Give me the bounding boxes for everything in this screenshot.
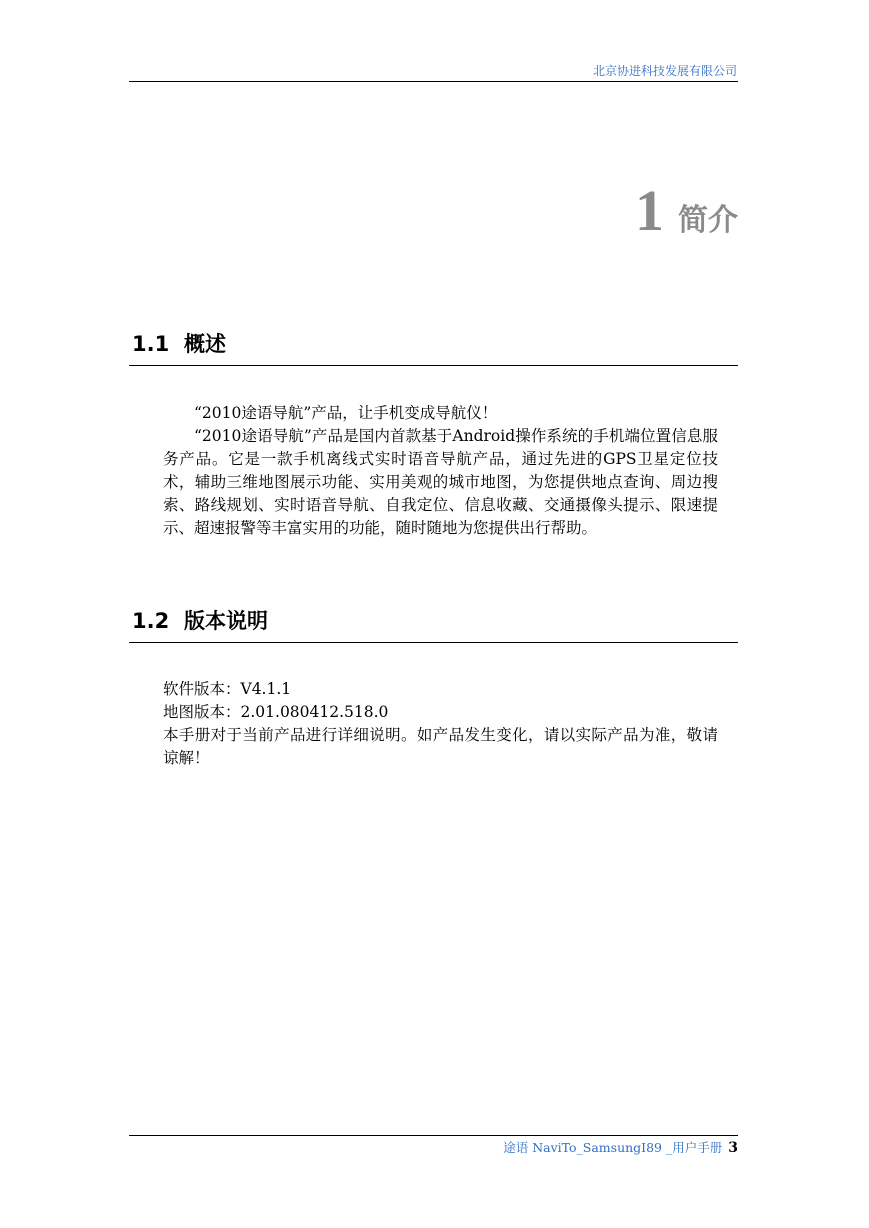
- section-heading: [129, 605, 738, 635]
- paragraph-slogan: “2010途语导航”产品，让手机变成导航仪！: [194, 404, 498, 422]
- section-number: 1.1: [132, 332, 170, 356]
- section-title: 版本说明: [184, 609, 268, 633]
- section-heading: [129, 328, 738, 358]
- running-footer: [503, 1138, 738, 1156]
- running-header-company: 北京协进科技发展有限公司: [592, 64, 737, 78]
- footer-divider: [129, 1135, 738, 1136]
- chapter-title: [635, 178, 738, 243]
- page-number: 3: [728, 1140, 738, 1156]
- section-number: 1.2: [132, 609, 170, 633]
- section-divider: [129, 642, 738, 643]
- overview-body: [163, 402, 718, 540]
- chapter-number: 1: [635, 178, 664, 243]
- footer-manual-title: 途语 NaviTo_SamsungI89 _用户手册: [503, 1140, 723, 1155]
- chapter-name: 简介: [678, 203, 738, 238]
- section-divider: [129, 365, 738, 366]
- version-body: [163, 678, 718, 770]
- manual-note-line: 本手册对于当前产品进行详细说明。如产品发生变化，请以实际产品为准，敬请谅解！: [163, 726, 718, 767]
- software-version-line: 软件版本：V4.1.1: [163, 680, 292, 698]
- section-overview: [129, 328, 738, 366]
- section-title: 概述: [184, 332, 226, 356]
- map-version-line: 地图版本：2.01.080412.518.0: [163, 703, 389, 721]
- paragraph-description: “2010途语导航”产品是国内首款基于Android操作系统的手机端位置信息服务产品。它是一款手机离线式实时语音导航产品，通过先进的GPS卫星定位技术，辅助三维地图展示功能、实用美观的城市地图，为您提供地点查询、周边搜索、路线规划、实时语音导航、自我定位、信息收藏、交通摄像头提示、限速提示、超速报警等丰富实用的功能，随时随地为您提供出行帮助。: [163, 427, 718, 537]
- header-divider: [129, 81, 738, 82]
- section-version-info: [129, 605, 738, 643]
